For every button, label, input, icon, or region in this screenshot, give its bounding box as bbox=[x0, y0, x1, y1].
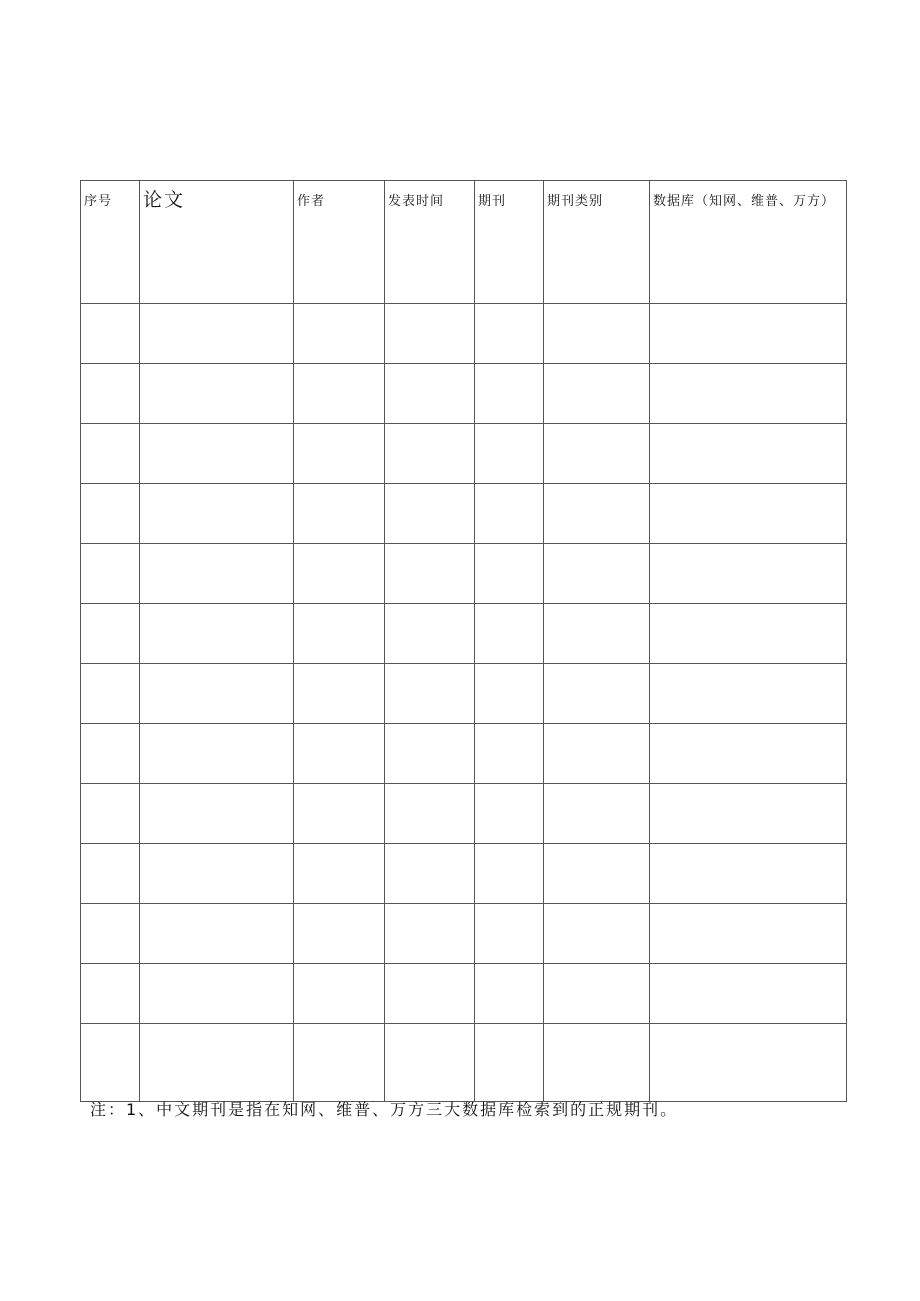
table-cell[interactable] bbox=[294, 784, 385, 844]
table-cell[interactable] bbox=[385, 1024, 475, 1102]
table-cell[interactable] bbox=[81, 724, 140, 784]
table-row bbox=[81, 964, 847, 1024]
table-cell[interactable] bbox=[294, 724, 385, 784]
table-cell[interactable] bbox=[294, 304, 385, 364]
header-paper: 论文 bbox=[140, 181, 294, 304]
table-cell[interactable] bbox=[385, 724, 475, 784]
footnote: 注：1、中文期刊是指在知网、维普、万方三大数据库检索到的正规期刊。 bbox=[90, 1100, 679, 1119]
table-cell[interactable] bbox=[650, 1024, 847, 1102]
table-cell[interactable] bbox=[294, 664, 385, 724]
table-row bbox=[81, 904, 847, 964]
table-cell[interactable] bbox=[81, 784, 140, 844]
table-cell[interactable] bbox=[81, 484, 140, 544]
table-cell[interactable] bbox=[544, 544, 650, 604]
table-cell[interactable] bbox=[650, 964, 847, 1024]
table-cell[interactable] bbox=[475, 784, 544, 844]
table-cell[interactable] bbox=[294, 484, 385, 544]
table-cell[interactable] bbox=[294, 844, 385, 904]
table-cell[interactable] bbox=[140, 1024, 294, 1102]
table-row bbox=[81, 724, 847, 784]
table-cell[interactable] bbox=[385, 304, 475, 364]
table-cell[interactable] bbox=[544, 724, 650, 784]
table-cell[interactable] bbox=[385, 664, 475, 724]
table-row bbox=[81, 544, 847, 604]
table-cell[interactable] bbox=[475, 964, 544, 1024]
table-row bbox=[81, 784, 847, 844]
table-cell[interactable] bbox=[544, 304, 650, 364]
header-journal: 期刊 bbox=[475, 181, 544, 304]
table-row bbox=[81, 844, 847, 904]
table-cell[interactable] bbox=[650, 604, 847, 664]
table-cell[interactable] bbox=[81, 964, 140, 1024]
table-cell[interactable] bbox=[650, 904, 847, 964]
table-cell[interactable] bbox=[650, 304, 847, 364]
table-cell[interactable] bbox=[544, 364, 650, 424]
table-row bbox=[81, 604, 847, 664]
table-cell[interactable] bbox=[475, 424, 544, 484]
table-row bbox=[81, 424, 847, 484]
table-cell[interactable] bbox=[81, 304, 140, 364]
table-cell[interactable] bbox=[650, 544, 847, 604]
table-cell[interactable] bbox=[475, 664, 544, 724]
header-database: 数据库（知网、维普、万方） bbox=[650, 181, 847, 304]
table-cell[interactable] bbox=[140, 664, 294, 724]
table-cell[interactable] bbox=[544, 604, 650, 664]
table-cell[interactable] bbox=[81, 664, 140, 724]
table-cell[interactable] bbox=[294, 544, 385, 604]
table-header-row bbox=[81, 181, 847, 304]
table-row bbox=[81, 484, 847, 544]
table-cell[interactable] bbox=[385, 844, 475, 904]
table-cell[interactable] bbox=[81, 424, 140, 484]
table-cell[interactable] bbox=[650, 784, 847, 844]
table-cell[interactable] bbox=[140, 844, 294, 904]
table-cell[interactable] bbox=[475, 904, 544, 964]
table-cell[interactable] bbox=[294, 364, 385, 424]
header-author: 作者 bbox=[294, 181, 385, 304]
table-cell[interactable] bbox=[475, 304, 544, 364]
table-cell[interactable] bbox=[294, 424, 385, 484]
table-row bbox=[81, 1024, 847, 1102]
table-cell[interactable] bbox=[140, 484, 294, 544]
table-cell[interactable] bbox=[544, 784, 650, 844]
table-cell[interactable] bbox=[650, 844, 847, 904]
table-cell[interactable] bbox=[81, 604, 140, 664]
table-cell[interactable] bbox=[385, 364, 475, 424]
header-journal-category: 期刊类别 bbox=[544, 181, 650, 304]
table-cell[interactable] bbox=[81, 844, 140, 904]
header-serial-number: 序号 bbox=[81, 181, 140, 304]
table-cell[interactable] bbox=[544, 424, 650, 484]
table-cell[interactable] bbox=[475, 844, 544, 904]
table-cell[interactable] bbox=[294, 604, 385, 664]
table-cell[interactable] bbox=[140, 964, 294, 1024]
table-cell[interactable] bbox=[294, 964, 385, 1024]
table-cell[interactable] bbox=[650, 424, 847, 484]
table-cell[interactable] bbox=[385, 484, 475, 544]
table-cell[interactable] bbox=[544, 1024, 650, 1102]
table-cell[interactable] bbox=[294, 1024, 385, 1102]
table-cell[interactable] bbox=[385, 904, 475, 964]
table-row bbox=[81, 304, 847, 364]
table-cell[interactable] bbox=[140, 424, 294, 484]
table-cell[interactable] bbox=[544, 484, 650, 544]
table-cell[interactable] bbox=[544, 664, 650, 724]
table-cell[interactable] bbox=[81, 364, 140, 424]
table-cell[interactable] bbox=[650, 364, 847, 424]
table-cell[interactable] bbox=[544, 904, 650, 964]
table-cell[interactable] bbox=[385, 604, 475, 664]
table-cell[interactable] bbox=[475, 484, 544, 544]
table-cell[interactable] bbox=[140, 784, 294, 844]
table-row bbox=[81, 364, 847, 424]
table-cell[interactable] bbox=[475, 1024, 544, 1102]
table-cell[interactable] bbox=[140, 544, 294, 604]
table-cell[interactable] bbox=[475, 604, 544, 664]
header-publish-time: 发表时间 bbox=[385, 181, 475, 304]
table-cell[interactable] bbox=[81, 544, 140, 604]
table-cell[interactable] bbox=[81, 904, 140, 964]
table-cell[interactable] bbox=[81, 1024, 140, 1102]
table-cell[interactable] bbox=[140, 724, 294, 784]
paper-list-table bbox=[80, 180, 847, 1102]
table-cell[interactable] bbox=[385, 964, 475, 1024]
table-cell[interactable] bbox=[544, 964, 650, 1024]
table-cell[interactable] bbox=[140, 904, 294, 964]
table-cell[interactable] bbox=[140, 304, 294, 364]
table-cell[interactable] bbox=[475, 724, 544, 784]
table-row bbox=[81, 664, 847, 724]
table-cell[interactable] bbox=[475, 544, 544, 604]
table-cell[interactable] bbox=[650, 484, 847, 544]
table-cell[interactable] bbox=[475, 364, 544, 424]
table-cell[interactable] bbox=[294, 904, 385, 964]
table-cell[interactable] bbox=[650, 724, 847, 784]
table-cell[interactable] bbox=[385, 544, 475, 604]
table-cell[interactable] bbox=[385, 784, 475, 844]
table-cell[interactable] bbox=[650, 664, 847, 724]
table-body bbox=[81, 304, 847, 1102]
table-cell[interactable] bbox=[140, 604, 294, 664]
table-cell[interactable] bbox=[544, 844, 650, 904]
table-cell[interactable] bbox=[140, 364, 294, 424]
table-cell[interactable] bbox=[385, 424, 475, 484]
